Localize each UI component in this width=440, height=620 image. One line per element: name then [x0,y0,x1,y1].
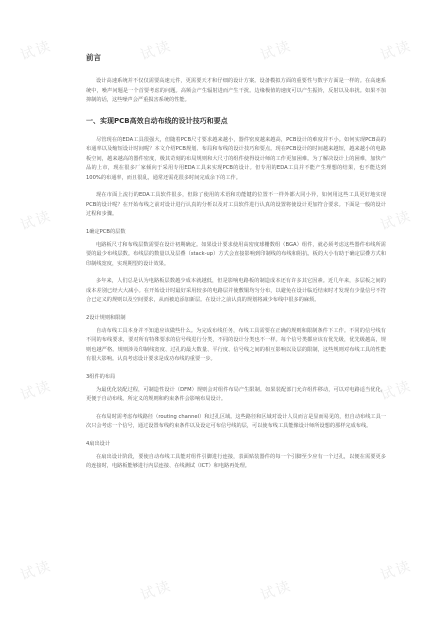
subsection-paragraph: 多年来，人们总是认为电路板层数越少成本就越低，但是影响电路板的制造成本还有许多其它因素。近几年来，多层板之间的成本差别已经大大减小。在开始设计时最好采用较多的电路层并使敷铜均匀分布，以避免在设计临近结束时才发现有少量信号不符合已定义的规则以及空间要求，从而被迫添加新层。在设计之前认真的规划将减少布线中很多的麻烦。 [86,278,386,303]
watermark-text: 试读 [18,37,55,64]
subsection-paragraph: 电路板尺寸和布线层数需要在设计初期确定。如果设计要求使用高密度球栅数组（BGA）组件，就必须考虑这些器件布线所需要的最少布线层数。布线层的数量以及层叠（stack-up）方式会直接影响到印制线的布线和阻抗。板的大小有助于确定层叠方式和印制线宽度，实现期望的设计效果。 [86,241,386,267]
subsection-title-fanout: 4扇出设计 [86,440,111,447]
preface-paragraph: 设计高速系统并不仅仅需要高速元件，更需要天才和仔细的设计方案。设备模拟方面的重要性与数字方面是一样的。在高速系统中，噪声问题是一个首要考虑的问题。高频会产生辐射进而产生干扰。边缘极值的速度可以产生振铃，反射以及串扰。如果不加抑制的话，这些噪声会严重损害系统的性能。 [86,78,386,103]
watermark-text: 试读 [378,37,415,64]
subsection-paragraph: 自动布线工具本身并不知道应该做些什么。为完成布线任务，布线工具需要在正确的规则和限制条件下工作。不同的信号线有不同的布线要求，要对所有特殊要求的信号线进行分类，不同的设计分类也不一样。每个信号类都应该有优先级，优先级越高，规则也越严格。规则涉及印制线宽度、过孔的最大数量、平行度、信号线之间的相互影响以及层的限制，这些规则对布线工具的性能有很大影响。认真考虑设计要求是成功布线的重要一步。 [86,327,386,362]
watermark-text: 试读 [378,557,415,584]
subsection-paragraph: 在布局时需考虑布线路径（routing channel）和过孔区域。这些路径和区域对设计人员而言是显而易见的，但自动布线工具一次只会考虑一个信号，通过设置布线约束条件以及设定可布信号线的层，可以使布线工具能像设计师所设想的那样完成布线。 [86,413,386,429]
subsection-title-rules: 2设计规则和限制 [86,314,126,321]
section-intro-2: 现在市面上流行的EDA工具软件很多，但除了使用的术语和功能键的位置不一样外都大同小异，如何用这些工具更好地实现PCB的设计呢？在开始布线之前对设计进行认真的分析以及对工具软件进行认真的设置将使设计更加符合要求。下面是一般的设计过程和步骤。 [86,192,386,217]
subsection-title-layers: 1确定PCB的层数 [86,228,126,235]
preface-title: 前言 [86,53,101,62]
watermark-text: 试读 [378,377,415,404]
document-page [86,52,386,480]
subsection-paragraph: 在扇出设计阶段，要使自动布线工具能对组件引脚进行连接，表面贴装器件的每一个引脚至少应有一个过孔，以便在需要更多的连接时，电路板能够进行内层连接、在线测试（ICT）和电路再处理。 [86,453,386,469]
watermark-text: 试读 [138,577,175,604]
watermark-text: 试读 [18,377,55,404]
watermark-text: 试读 [378,207,415,234]
watermark-text: 试读 [18,207,55,234]
watermark-text: 试读 [258,37,295,64]
section-intro: 尽管现在的EDA工具很强大，但随着PCB尺寸要求越来越小，器件密度越来越高，PCB设计的难度并不小。如何实现PCB高的布通率以及缩短设计时间呢？本文介绍PCB规划、布局和布线的设计技巧和要点。现在PCB设计的时间越来越短，越来越小的电路板空间，越来越高的器件密度，极其苛刻的布局规则和大尺寸的组件使得设计师的工作更加困难。为了解决设计上的困难，加快产品的上市，现在很多厂家倾向于采用专用EDA工具来实现PCB的设计。但专用的EDA工具并不能产生理想的结果，也不能达到100%的布通率，而且很乱，通常还需花很多时间完成余下的工作。 [86,136,386,181]
subsection-title-placement: 3组件的布局 [86,373,116,380]
subsection-paragraph: 为最优化装配过程，可制造性设计（DFM）规则会对组件布局产生限制。如果装配部门允许组件移动，可以对电路适当优化，更便于自动布线。所定义的规则和约束条件会影响布局设计。 [86,386,386,402]
watermark-text: 试读 [258,577,295,604]
section-title: 一、实现PCB高效自动布线的设计技巧和要点 [86,116,228,125]
watermark-text: 试读 [18,557,55,584]
watermark-text: 试读 [138,37,175,64]
